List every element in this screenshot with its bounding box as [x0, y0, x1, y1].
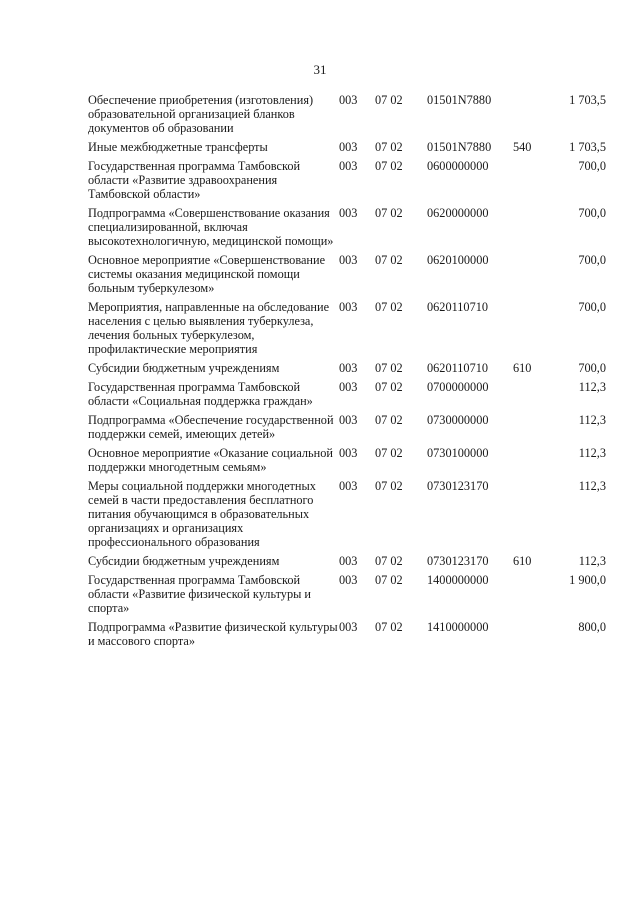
- row-ministry-cell: 003: [339, 361, 358, 375]
- table-row: [88, 413, 606, 446]
- row-ministry-cell: 003: [339, 446, 358, 460]
- row-amount-cell: 800,0: [578, 620, 606, 634]
- row-code-cell: 0600000000: [427, 159, 489, 173]
- row-ministry-cell: 003: [339, 140, 358, 154]
- row-section-cell: 07 02: [375, 361, 403, 375]
- row-name-cell: Подпрограмма «Обеспечение государственной поддержки семей, имеющих детей»: [88, 413, 334, 441]
- table-row: [88, 253, 606, 300]
- table-row: [88, 206, 606, 253]
- row-type-cell: [513, 620, 550, 653]
- row-name-cell: Государственная программа Тамбовской области «Социальная поддержка граждан»: [88, 380, 313, 408]
- row-name-cell: Субсидии бюджетным учреждениям: [88, 554, 280, 568]
- row-code-cell: 0620100000: [427, 253, 489, 267]
- row-amount-cell: 1 900,0: [569, 573, 606, 587]
- row-type-cell: 540: [513, 140, 532, 154]
- row-section-cell: 07 02: [375, 380, 403, 394]
- row-type-cell: [513, 206, 550, 253]
- row-code-cell: 0620000000: [427, 206, 489, 220]
- row-name-cell: Государственная программа Тамбовской области «Развитие физической культуры и спорта»: [88, 573, 312, 615]
- row-amount-cell: 700,0: [578, 206, 606, 220]
- row-ministry-cell: 003: [339, 380, 358, 394]
- row-ministry-cell: 003: [339, 159, 358, 173]
- row-amount-cell: 700,0: [578, 361, 606, 375]
- row-ministry-cell: 003: [339, 93, 358, 107]
- row-code-cell: 0730000000: [427, 413, 489, 427]
- row-amount-cell: 112,3: [578, 446, 606, 460]
- row-type-cell: 610: [513, 361, 532, 375]
- budget-table-body: [88, 93, 606, 653]
- row-name-cell: Основное мероприятие «Оказание социальной поддержки многодетным семьям»: [88, 446, 333, 474]
- row-amount-cell: 700,0: [578, 159, 606, 173]
- row-code-cell: 0730100000: [427, 446, 489, 460]
- row-amount-cell: 1 703,5: [569, 93, 606, 107]
- table-row: [88, 620, 606, 653]
- row-amount-cell: 112,3: [578, 413, 606, 427]
- row-ministry-cell: 003: [339, 479, 358, 493]
- row-type-cell: [513, 253, 550, 300]
- row-type-cell: [513, 479, 550, 554]
- row-type-cell: [513, 380, 550, 413]
- row-ministry-cell: 003: [339, 554, 358, 568]
- row-amount-cell: 112,3: [578, 479, 606, 493]
- row-ministry-cell: 003: [339, 413, 358, 427]
- row-name-cell: Подпрограмма «Развитие физической культуры и массового спорта»: [88, 620, 338, 648]
- row-ministry-cell: 003: [339, 573, 358, 587]
- row-section-cell: 07 02: [375, 206, 403, 220]
- row-name-cell: Субсидии бюджетным учреждениям: [88, 361, 280, 375]
- row-code-cell: 0700000000: [427, 380, 489, 394]
- row-code-cell: 0620110710: [427, 300, 489, 314]
- page-number: 31: [313, 62, 327, 77]
- row-name-cell: Иные межбюджетные трансферты: [88, 140, 268, 154]
- table-row: [88, 573, 606, 620]
- row-amount-cell: 112,3: [578, 380, 606, 394]
- table-row: [88, 479, 606, 554]
- row-section-cell: 07 02: [375, 620, 403, 634]
- row-amount-cell: 700,0: [578, 300, 606, 314]
- row-name-cell: Подпрограмма «Совершенствование оказания специализированной, включая высокотехнологичную, медицинской помощи»: [88, 206, 334, 248]
- row-ministry-cell: 003: [339, 300, 358, 314]
- table-row: [88, 380, 606, 413]
- row-code-cell: 1410000000: [427, 620, 489, 634]
- row-ministry-cell: 003: [339, 206, 358, 220]
- row-type-cell: 610: [513, 554, 532, 568]
- row-type-cell: [513, 93, 550, 140]
- row-type-cell: [513, 446, 550, 479]
- row-section-cell: 07 02: [375, 140, 403, 154]
- row-section-cell: 07 02: [375, 413, 403, 427]
- row-name-cell: Меры социальной поддержки многодетных семей в части предоставления бесплатного питания обучающимся в образовательных организациях и организациях профессионального образования: [88, 479, 316, 549]
- row-code-cell: 1400000000: [427, 573, 489, 587]
- table-row: [88, 361, 606, 380]
- row-section-cell: 07 02: [375, 479, 403, 493]
- row-type-cell: [513, 573, 550, 620]
- table-row: [88, 446, 606, 479]
- row-amount-cell: 112,3: [578, 554, 606, 568]
- row-section-cell: 07 02: [375, 573, 403, 587]
- row-code-cell: 0730123170: [427, 554, 489, 568]
- row-type-cell: [513, 300, 550, 361]
- row-name-cell: Государственная программа Тамбовской области «Развитие здравоохранения Тамбовской области»: [88, 159, 301, 201]
- row-name-cell: Основное мероприятие «Совершенствование системы оказания медицинской помощи больным туберкулезом»: [88, 253, 326, 295]
- table-row: [88, 93, 606, 140]
- row-amount-cell: 1 703,5: [569, 140, 606, 154]
- row-section-cell: 07 02: [375, 446, 403, 460]
- row-name-cell: Мероприятия, направленные на обследование населения с целью выявления туберкулеза, лечения больных туберкулезом, профилактические мероприятия: [88, 300, 330, 356]
- row-section-cell: 07 02: [375, 554, 403, 568]
- row-section-cell: 07 02: [375, 93, 403, 107]
- row-type-cell: [513, 413, 550, 446]
- row-name-cell: Обеспечение приобретения (изготовления) образовательной организацией бланков документов об образовании: [88, 93, 314, 135]
- row-code-cell: 0620110710: [427, 361, 489, 375]
- table-row: [88, 554, 606, 573]
- row-code-cell: 01501N7880: [427, 140, 492, 154]
- table-row: [88, 140, 606, 159]
- table-row: [88, 300, 606, 361]
- row-ministry-cell: 003: [339, 253, 358, 267]
- row-section-cell: 07 02: [375, 159, 403, 173]
- row-code-cell: 0730123170: [427, 479, 489, 493]
- row-amount-cell: 700,0: [578, 253, 606, 267]
- table-row: [88, 159, 606, 206]
- budget-table: [88, 93, 606, 653]
- row-ministry-cell: 003: [339, 620, 358, 634]
- row-type-cell: [513, 159, 550, 206]
- row-section-cell: 07 02: [375, 253, 403, 267]
- row-section-cell: 07 02: [375, 300, 403, 314]
- row-code-cell: 01501N7880: [427, 93, 492, 107]
